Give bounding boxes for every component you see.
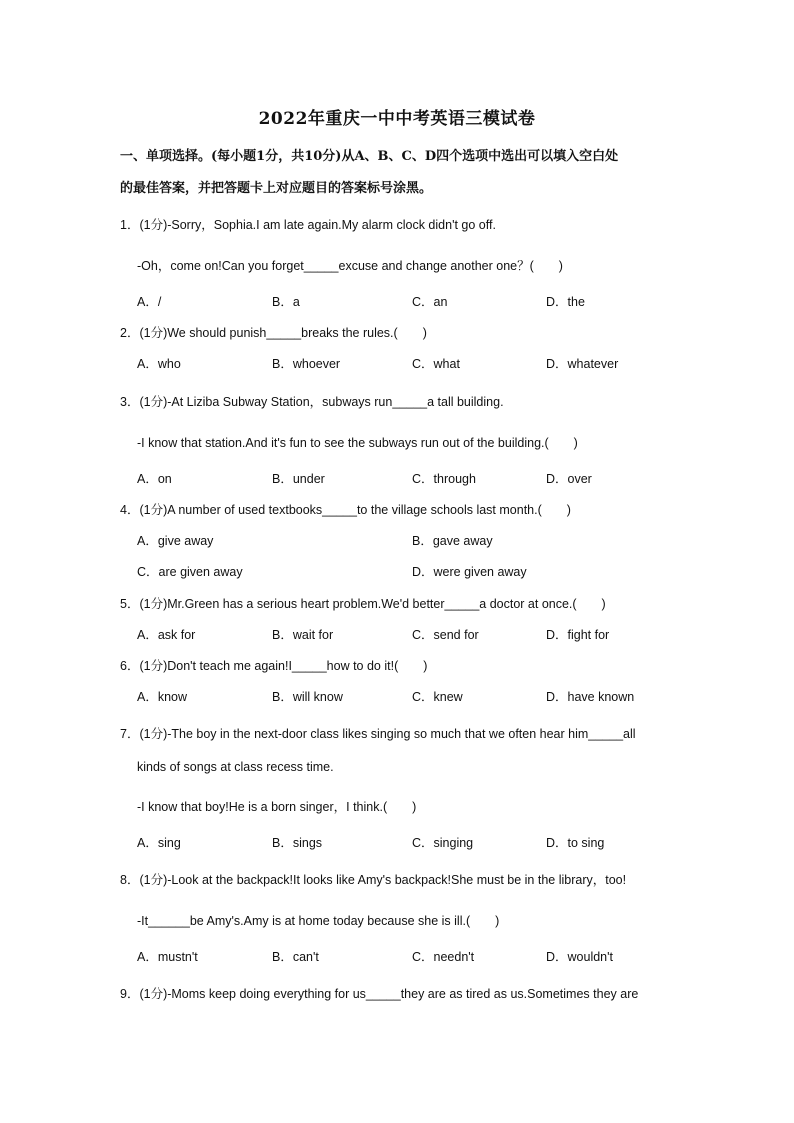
question-5-option-a[interactable]: A．ask for [137,628,196,642]
question-3-option-d[interactable]: D．over [546,472,592,486]
section-instruction-line-1: 一、单项选择。(每小题1分，共10分)从A、B、C、D四个选项中选出可以填入空白处 [120,149,619,164]
question-8-option-b[interactable]: B．can't [272,950,319,964]
question-3-option-b[interactable]: B．under [272,472,325,486]
question-5-option-b[interactable]: B．wait for [272,628,334,642]
question-7-stem-line-2: kinds of songs at class recess time. [137,760,334,774]
question-1-stem-line-1: 1．(1分)-Sorry，Sophia.I am late again.My alarm clock didn't go off. [120,218,496,232]
question-6-option-a[interactable]: A．know [137,690,188,704]
question-9-stem-line-1: 9．(1分)-Moms keep doing everything for us_____they are as tired as us.Sometimes they are [120,987,639,1001]
question-8-option-a[interactable]: A．mustn't [137,950,198,964]
question-1-option-c[interactable]: C．an [412,295,448,309]
question-7-stem-line-1: 7．(1分)-The boy in the next-door class likes singing so much that we often hear him_____all [120,727,636,741]
question-2-option-a[interactable]: A．who [137,357,181,371]
question-7-stem-line-3: -I know that boy!He is a born singer，I think.( ) [137,800,417,814]
question-4-option-a[interactable]: A．give away [137,534,214,548]
question-5-option-c[interactable]: C．send for [412,628,479,642]
question-4-option-b[interactable]: B．gave away [412,534,493,548]
question-6-stem-line-1: 6．(1分)Don't teach me again!I_____how to do it!( ) [120,659,428,673]
question-7-option-c[interactable]: C．singing [412,836,474,850]
question-8-option-c[interactable]: C．needn't [412,950,475,964]
question-4-option-c[interactable]: C．are given away [137,565,243,579]
question-6-option-c[interactable]: C．knew [412,690,463,704]
question-5-option-d[interactable]: D．fight for [546,628,610,642]
question-1-stem-line-2: -Oh，come on!Can you forget_____excuse and change another one？( ) [137,259,563,273]
question-2-option-c[interactable]: C．what [412,357,460,371]
question-4-option-d[interactable]: D．were given away [412,565,527,579]
section-instruction-line-2: 的最佳答案，并把答题卡上对应题目的答案标号涂黑。 [120,181,433,196]
question-6-option-d[interactable]: D．have known [546,690,635,704]
question-2-stem-line-1: 2．(1分)We should punish_____breaks the rules.( ) [120,326,427,340]
question-1-option-a[interactable]: A．/ [137,295,162,309]
page-title: 2022年重庆一中中考英语三模试卷 [258,109,536,129]
question-8-stem-line-1: 8．(1分)-Look at the backpack!It looks like Amy's backpack!She must be in the library，too! [120,873,627,887]
question-2-option-d[interactable]: D．whatever [546,357,619,371]
question-3-stem-line-1: 3．(1分)-At Liziba Subway Station，subways run_____a tall building. [120,395,504,409]
question-7-option-b[interactable]: B．sings [272,836,323,850]
question-4-stem-line-1: 4．(1分)A number of used textbooks_____to the village schools last month.( ) [120,503,571,517]
question-1-option-b[interactable]: B．a [272,295,300,309]
question-6-option-b[interactable]: B．will know [272,690,343,704]
question-7-option-a[interactable]: A．sing [137,836,181,850]
question-3-option-c[interactable]: C．through [412,472,476,486]
question-3-stem-line-2: -I know that station.And it's fun to see the subways run out of the building.( ) [137,436,578,450]
question-8-option-d[interactable]: D．wouldn't [546,950,613,964]
question-7-option-d[interactable]: D．to sing [546,836,605,850]
question-5-stem-line-1: 5．(1分)Mr.Green has a serious heart problem.We'd better_____a doctor at once.( ) [120,597,606,611]
question-3-option-a[interactable]: A．on [137,472,172,486]
question-1-option-d[interactable]: D．the [546,295,585,309]
question-2-option-b[interactable]: B．whoever [272,357,341,371]
question-8-stem-line-2: -It______be Amy's.Amy is at home today because she is ill.( ) [137,914,500,928]
